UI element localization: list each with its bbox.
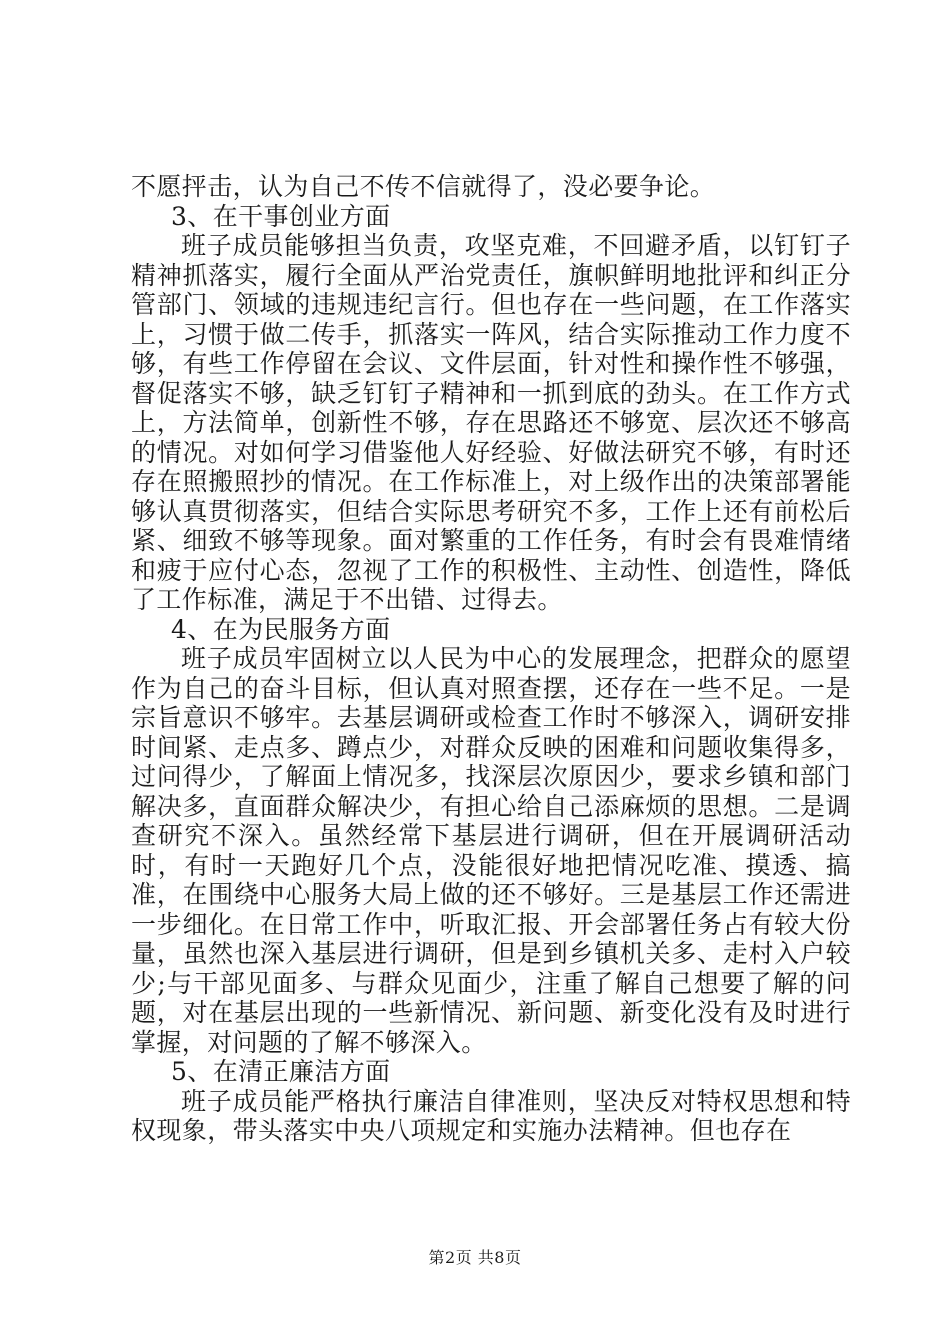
paragraph-career: 班子成员能够担当负责，攻坚克难，不回避矛盾，以钉钉子精神抓落实，履行全面从严治党责任，旗帜鲜明地批评和纠正分管部门、领域的违规违纪言行。但也存在一些问题，在工作落实上，习惯于做二传手，抓落实一阵风，结合实际推动工作力度不够，有些工作停留在会议、文件层面，针对性和操作性不够强，督促落实不够，缺乏钉钉子精神和一抓到底的劲头。在工作方式上，方法简单，创新性不够，存在思路还不够宽、层次还不够高的情况。对如何学习借鉴他人好经验、好做法研究不够，有时还存在照搬照抄的情况。在工作标准上，对上级作出的决策部署能够认真贯彻落实，但结合实际思考研究不多，工作上还有前松后紧、细致不够等现象。面对繁重的工作任务，有时会有畏难情绪和疲于应付心态，忽视了工作的积极性、主动性、创造性，降低了工作标准，满足于不出错、过得去。 [131, 231, 851, 614]
paragraph-continued: 不愿抨击，认为自己不传不信就得了，没必要争论。 [131, 172, 716, 201]
paragraph-integrity: 班子成员能严格执行廉洁自律准则，坚决反对特权思想和特权现象，带头落实中央八项规定和实施办法精神。但也存在 [131, 1086, 851, 1145]
document-body [131, 172, 851, 1146]
section-heading-4: 4、在为民服务方面 [171, 614, 391, 644]
page-footer: 第2页 共8页 [428, 1248, 522, 1267]
section-heading-5: 5、在清正廉洁方面 [171, 1057, 391, 1086]
paragraph-service: 班子成员牢固树立以人民为中心的发展理念，把群众的愿望作为自己的奋斗目标，但认真对照查摆，还存在一些不足。一是宗旨意识不够牢。去基层调研或检查工作时不够深入，调研安排时间紧、走点多、蹲点少，对群众反映的困难和问题收集得多，过问得少，了解面上情况多，找深层次原因少，要求乡镇和部门解决多，直面群众解决少，有担心给自己添麻烦的思想。二是调查研究不深入。虽然经常下基层进行调研，但在开展调研活动时，有时一天跑好几个点，没能很好地把情况吃准、摸透、搞准，在围绕中心服务大局上做的还不够好。三是基层工作还需进一步细化。在日常工作中，听取汇报、开会部署任务占有较大份量，虽然也深入基层进行调研，但是到乡镇机关多、走村入户较少;与干部见面多、与群众见面少，注重了解自己想要了解的问题，对在基层出现的一些新情况、新问题、新变化没有及时进行掌握，对问题的了解不够深入。 [131, 644, 851, 1057]
section-heading-3: 3、在干事创业方面 [171, 201, 391, 231]
